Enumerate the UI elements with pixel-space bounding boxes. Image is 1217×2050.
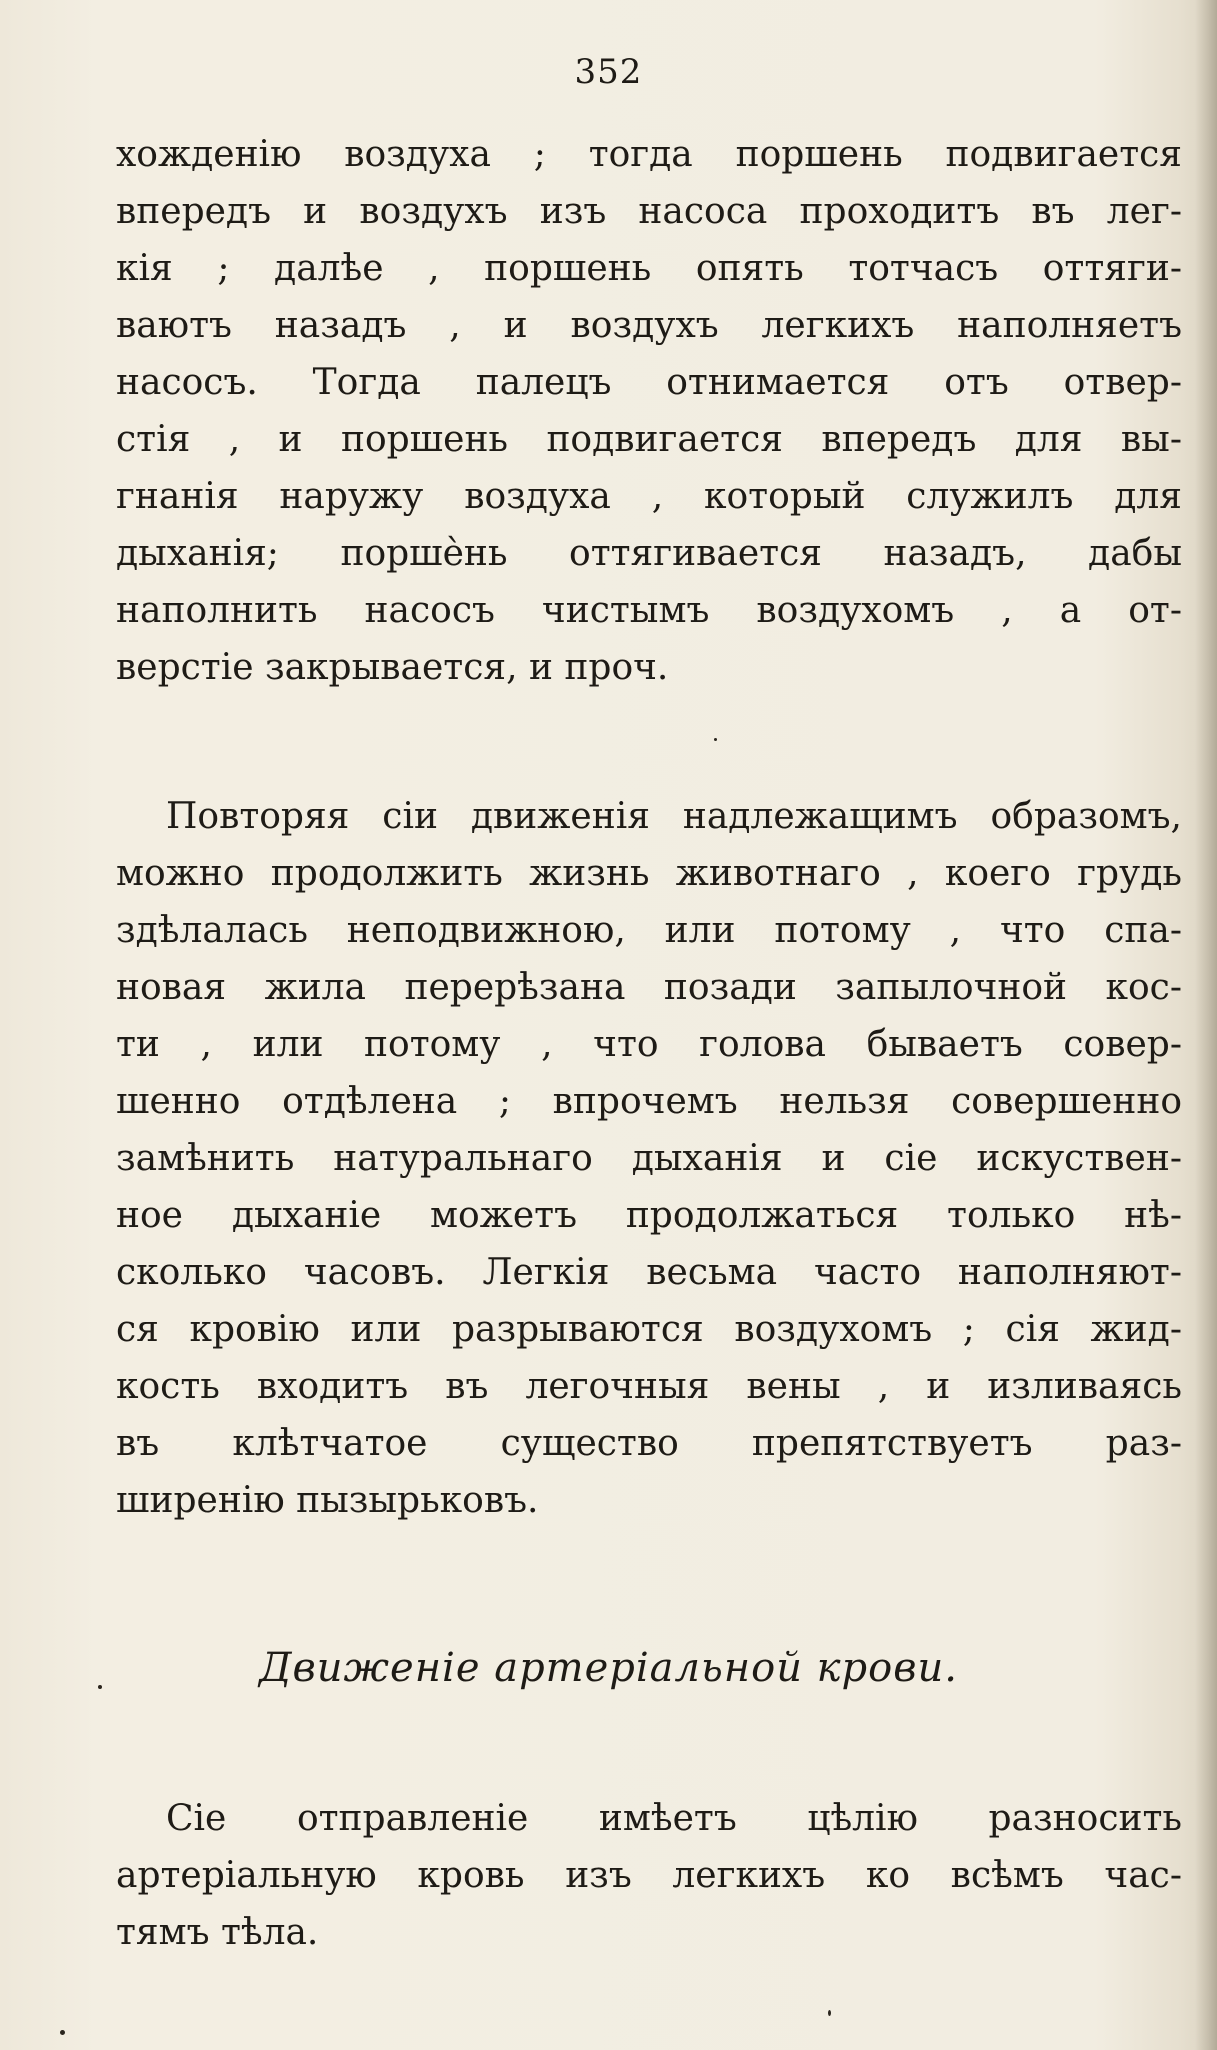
text-line: Сіе отправленіе имѣетъ цѣлію разносить: [166, 1798, 1182, 1839]
text-line: насосъ. Тогда палецъ отнимается отъ отвер-: [116, 362, 1182, 403]
paragraph-3: [116, 1790, 1182, 1961]
text-line: Повторяя сіи движенія надлежащимъ образомъ,: [166, 796, 1182, 837]
ink-speck: [98, 1685, 102, 1689]
text-line: тямъ тѣла.: [116, 1912, 319, 1953]
text-line: замѣнить натуральнаго дыханія и сіе искуствен-: [116, 1138, 1182, 1179]
text-line: ти , или потому , что голова бываетъ совер-: [116, 1024, 1182, 1065]
text-line: хожденію воздуха ; тогда поршень подвигается: [116, 134, 1182, 175]
text-line: сколько часовъ. Легкія весьма часто наполняют-: [116, 1252, 1182, 1293]
text-line: шенно отдѣлена ; впрочемъ нельзя совершенно: [116, 1081, 1182, 1122]
paragraph-2: [116, 788, 1182, 1529]
text-line: можно продолжить жизнь животнаго , коего грудь: [116, 853, 1182, 894]
text-line: верстіе закрывается, и проч.: [116, 647, 669, 688]
text-line: ся кровію или разрываются воздухомъ ; сія жид-: [116, 1309, 1182, 1350]
text-line: ширенію пызырьковъ.: [116, 1480, 539, 1521]
text-line: въ клѣтчатое существо препятствуетъ раз-: [116, 1423, 1182, 1464]
text-line: ваютъ назадъ , и воздухъ легкихъ наполняетъ: [116, 305, 1182, 346]
text-line: кость входитъ въ легочныя вены , и изливаясь: [116, 1366, 1182, 1407]
text-line: новая жила перерѣзана позади запылочной кос-: [116, 967, 1182, 1008]
ink-speck: [828, 2010, 831, 2016]
text-line: ное дыханіе можетъ продолжаться только нѣ-: [116, 1195, 1182, 1236]
text-line: артеріальную кровь изъ легкихъ ко всѣмъ час-: [116, 1855, 1182, 1896]
page-number: 352: [574, 52, 643, 92]
ink-speck: [60, 2030, 65, 2035]
text-line: кія ; далѣе , поршень опять тотчасъ оттяги-: [116, 248, 1182, 289]
text-line: здѣлалась неподвижною, или потому , что спа-: [116, 910, 1182, 951]
section-heading: Движеніе артеріальной крови.: [258, 1645, 958, 1691]
page-edge-shadow: [1195, 0, 1217, 2050]
text-line: дыханія; поршѐнь оттягивается назадъ, дабы: [116, 533, 1182, 574]
text-line: гнанія наружу воздуха , который служилъ для: [116, 476, 1182, 517]
ink-speck: [714, 738, 717, 741]
text-line: наполнить насосъ чистымъ воздухомъ , а от-: [116, 590, 1182, 631]
text-line: впередъ и воздухъ изъ насоса проходитъ въ лег-: [116, 191, 1182, 232]
text-line: стія , и поршень подвигается впередъ для вы-: [116, 419, 1182, 460]
paragraph-1: [116, 126, 1182, 696]
